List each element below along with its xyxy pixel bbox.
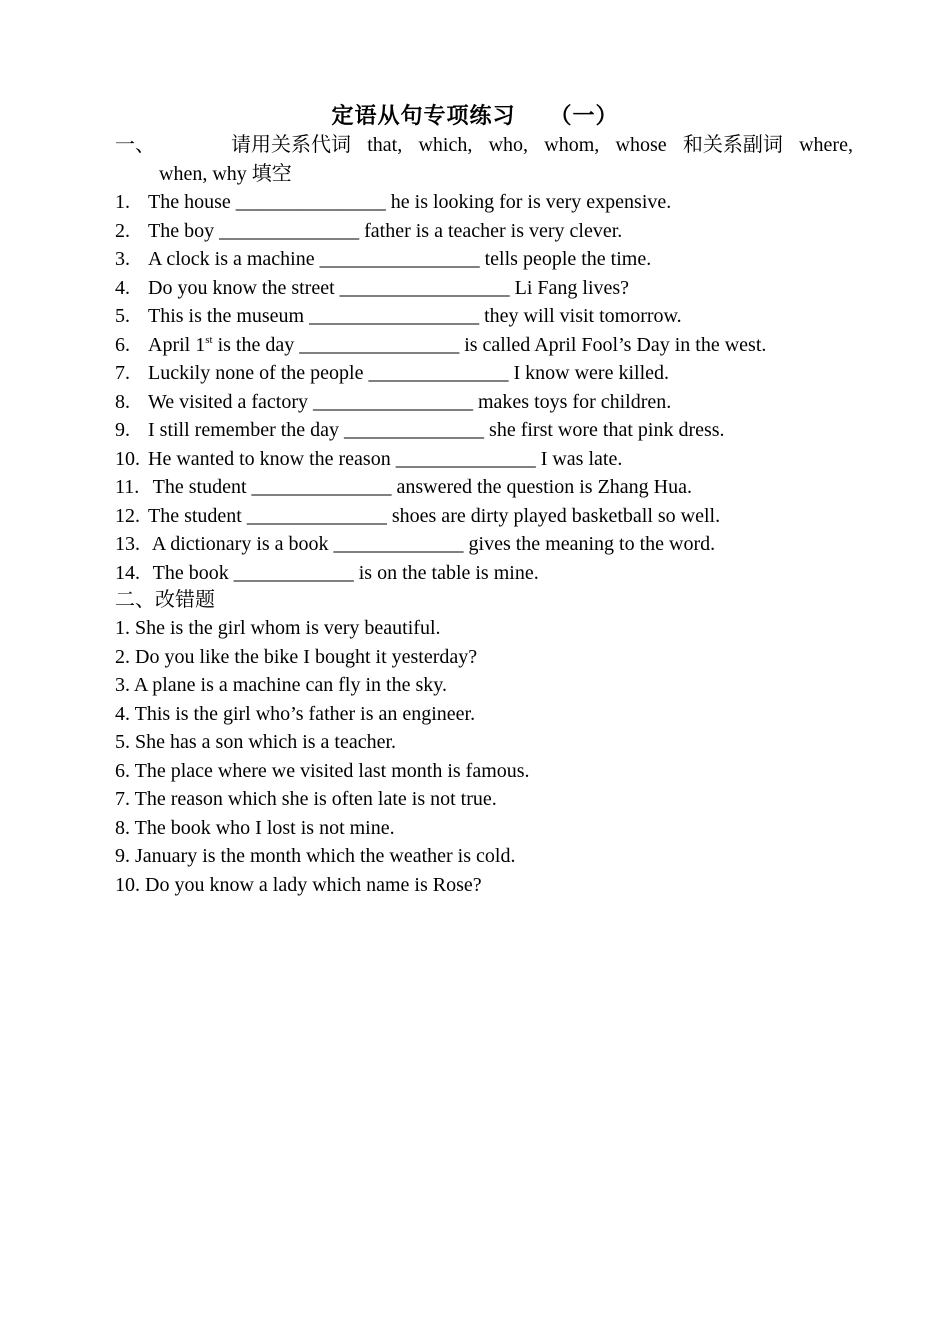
list-item: 3. A plane is a machine can fly in the sky. xyxy=(115,674,447,696)
instruction-word: who, xyxy=(488,134,529,156)
list-item: 5. This is the museum _________________ they will visit tomorrow. xyxy=(115,305,682,327)
instruction-word: which, xyxy=(418,134,473,156)
list-item: 9. January is the month which the weather is cold. xyxy=(115,845,516,867)
instruction-word: where, xyxy=(799,134,853,156)
list-item: 4. Do you know the street _________________ Li Fang lives? xyxy=(115,276,630,299)
list-item: 12. The student ______________ shoes are dirty played basketball so well. xyxy=(115,504,721,527)
list-item: 10. He wanted to know the reason ______________ I was late. xyxy=(115,447,623,470)
instruction-word: that, xyxy=(367,134,403,156)
instruction-word: 和关系副词 xyxy=(682,134,783,156)
correction-list xyxy=(115,614,875,899)
list-item: 1. She is the girl whom is very beautiful. xyxy=(115,617,441,639)
list-item: 5. She has a son which is a teacher. xyxy=(115,731,397,753)
section1-marker: 一、 xyxy=(115,134,155,156)
list-item: 6. April 1st is the day ________________ is called April Fool’s Day in the west. xyxy=(115,333,767,356)
list-item: 3. A clock is a machine ________________ tells people the time. xyxy=(115,248,652,270)
fill-blank-list xyxy=(115,188,875,587)
section2-heading: 二、改错题 xyxy=(115,589,215,611)
list-item: 2. Do you like the bike I bought it yesterday? xyxy=(115,645,478,668)
list-item: 8. We visited a factory ________________ makes toys for children. xyxy=(115,390,672,413)
list-item: 10. Do you know a lady which name is Rose? xyxy=(115,873,482,896)
list-item: 8. The book who I lost is not mine. xyxy=(115,816,395,839)
instruction-word: whose xyxy=(615,134,667,156)
list-item: 6. The place where we visited last month is famous. xyxy=(115,759,530,782)
list-item: 1. The house _______________ he is looking for is very expensive. xyxy=(115,191,672,213)
title-part: （一） xyxy=(549,103,619,128)
section1-instruction xyxy=(115,131,853,188)
instruction-word: 请用关系代词 xyxy=(231,134,351,156)
list-item: 14. The book ____________ is on the table is mine. xyxy=(115,561,539,584)
list-item: 13. A dictionary is a book _____________ gives the meaning to the word. xyxy=(115,533,716,555)
list-item: 11. The student ______________ answered the question is Zhang Hua. xyxy=(115,476,692,498)
title-main: 定语从句专项练习 xyxy=(331,103,516,128)
list-item: 4. This is the girl who’s father is an engineer. xyxy=(115,702,476,725)
ordinal-suffix: st xyxy=(205,333,213,346)
list-item: 7. Luckily none of the people ______________ I know were killed. xyxy=(115,362,669,384)
list-item: 7. The reason which she is often late is not true. xyxy=(115,788,497,810)
instruction-word: whom, xyxy=(544,134,600,156)
instruction-line2: when, why 填空 xyxy=(159,162,292,185)
list-item: 2. The boy ______________ father is a teacher is very clever. xyxy=(115,219,623,242)
page-title xyxy=(0,100,950,132)
list-item: 9. I still remember the day ______________ she first wore that pink dress. xyxy=(115,419,725,441)
